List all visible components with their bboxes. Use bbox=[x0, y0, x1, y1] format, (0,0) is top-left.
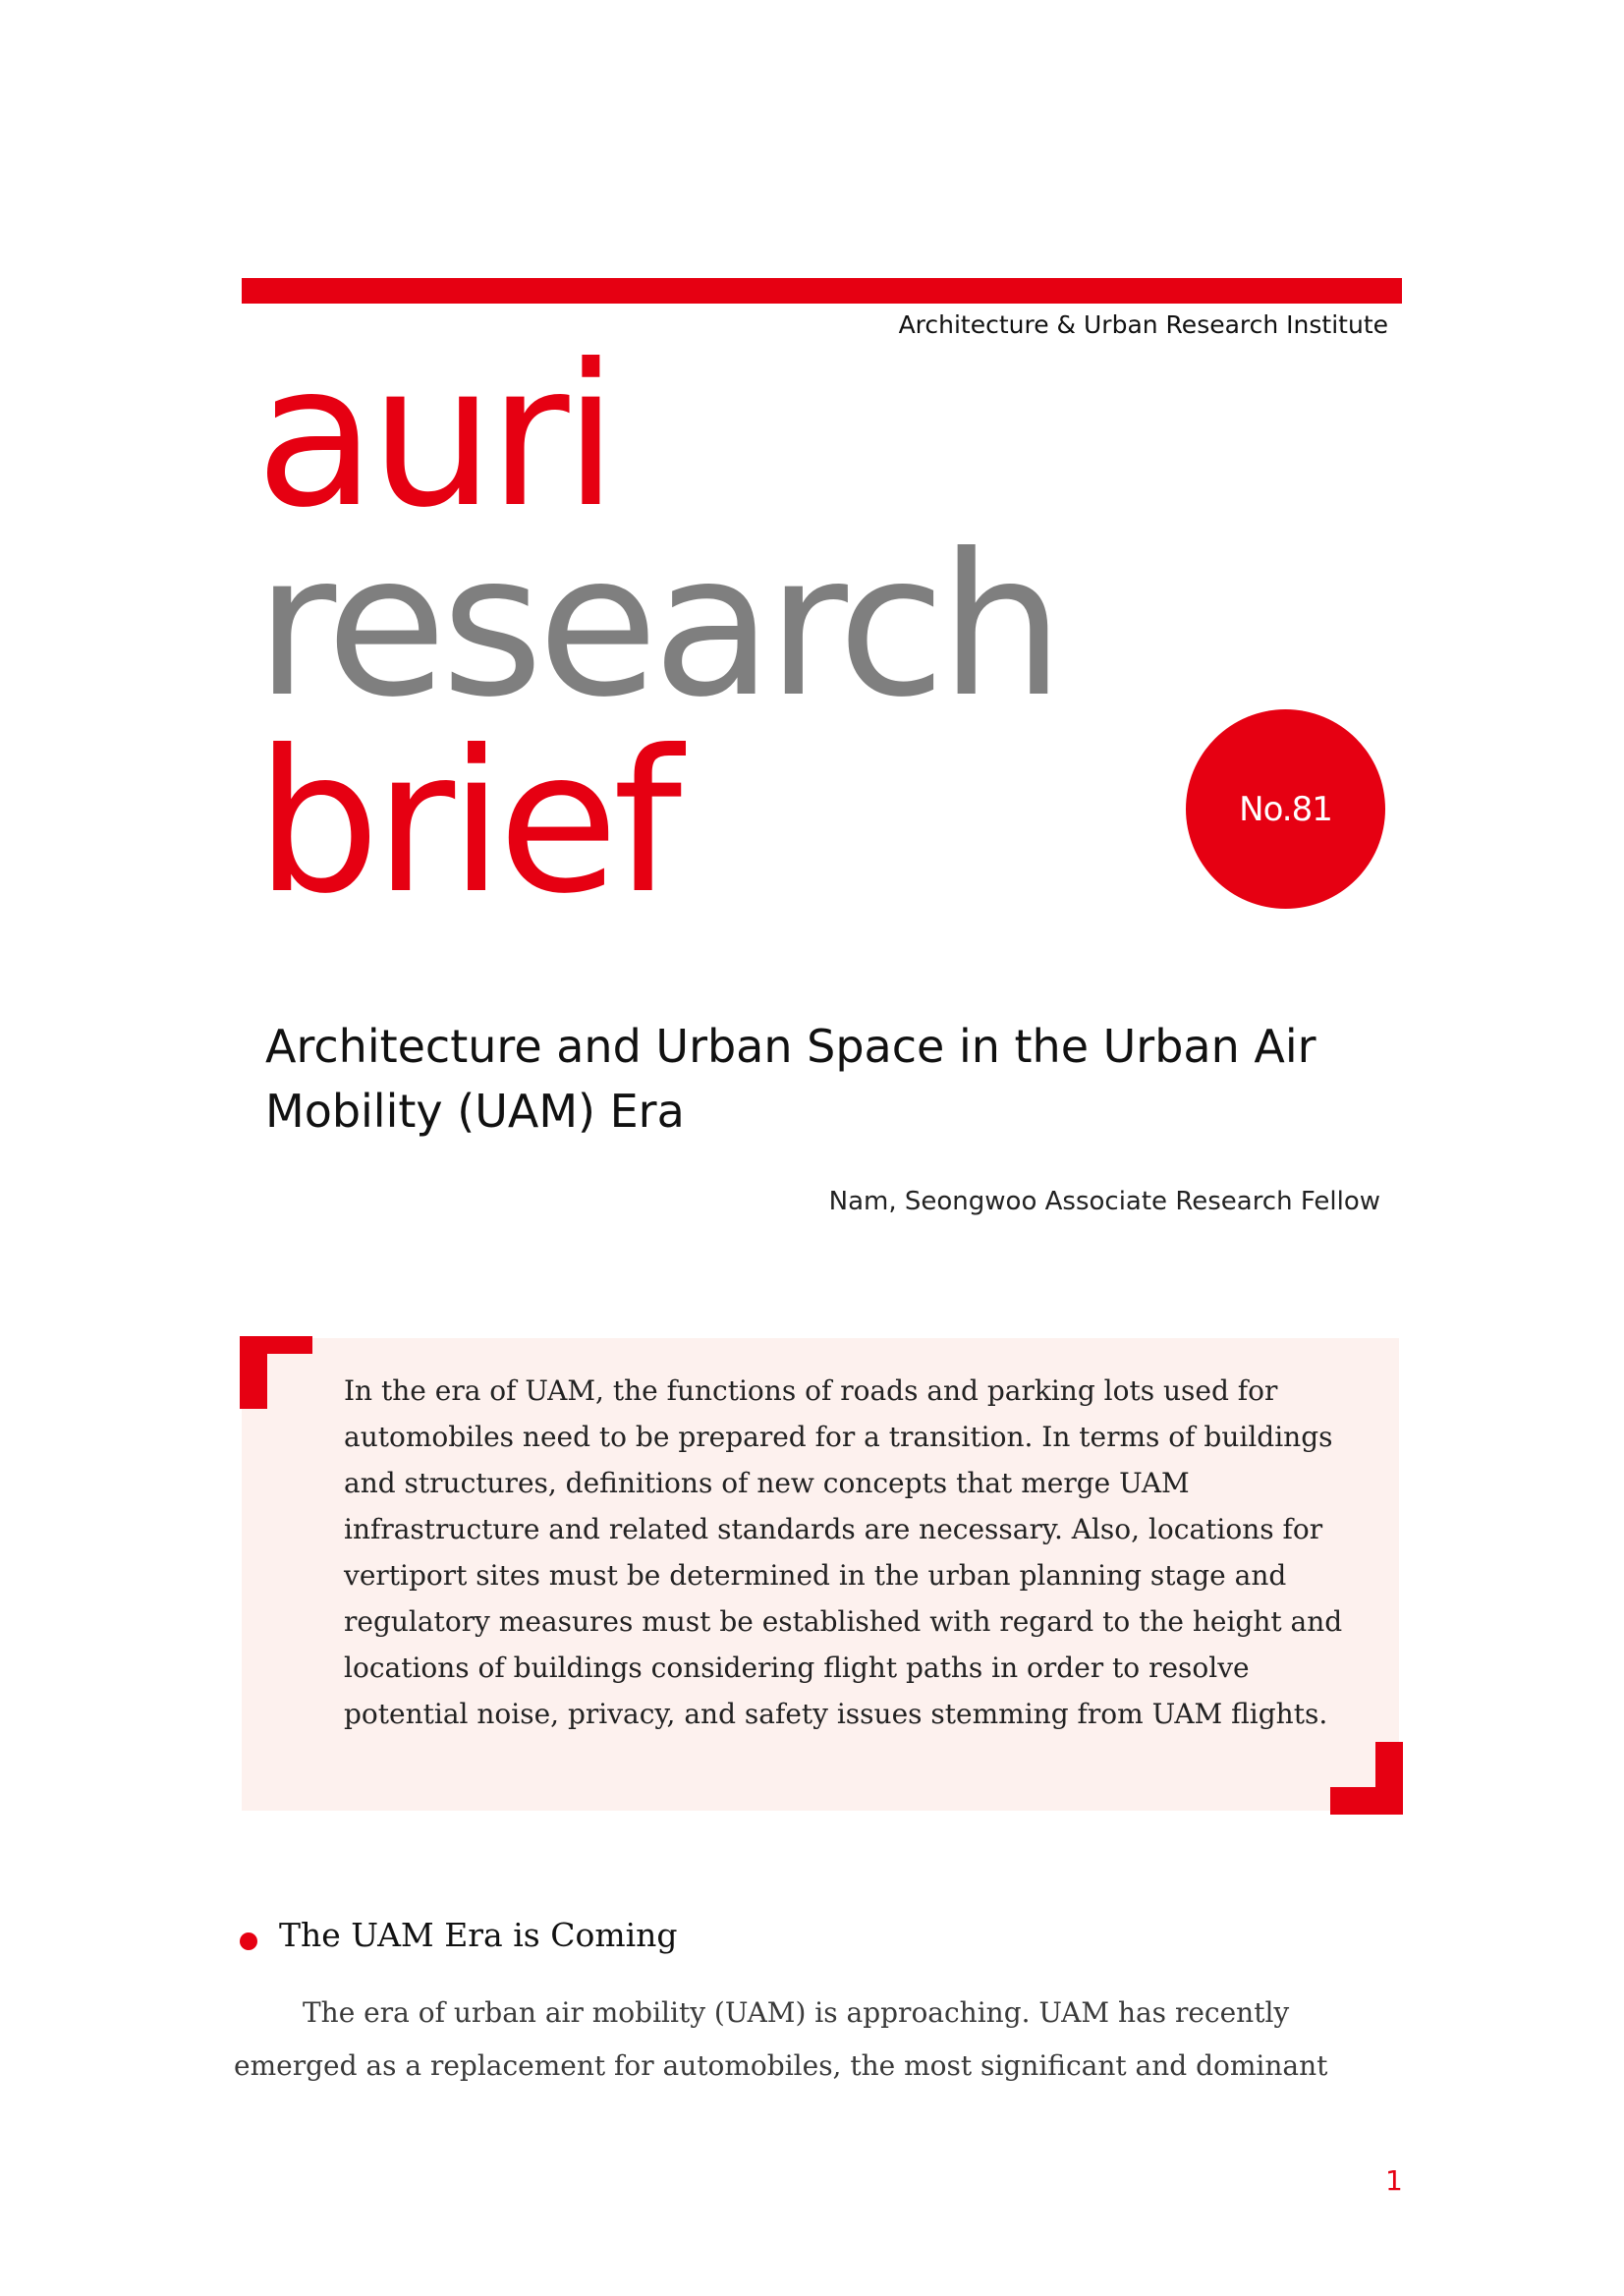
issue-number-badge bbox=[1186, 709, 1385, 909]
bullet-dot-icon bbox=[240, 1932, 257, 1950]
section-heading: The UAM Era is Coming bbox=[279, 1916, 678, 1954]
corner-bracket-bottom-right bbox=[1330, 1742, 1403, 1815]
author-line: Nam, Seongwoo Associate Research Fellow bbox=[828, 1187, 1380, 1216]
corner-bracket-top-left bbox=[240, 1336, 312, 1409]
logo-line-auri: auri bbox=[255, 322, 613, 551]
document-title: Architecture and Urban Space in the Urban Air Mobility (UAM) Era bbox=[265, 1020, 1316, 1138]
institute-name: Architecture & Urban Research Institute bbox=[898, 310, 1388, 339]
header-rule bbox=[242, 278, 1402, 304]
logo-line-brief: brief bbox=[255, 708, 677, 937]
summary-box bbox=[242, 1338, 1399, 1811]
issue-number-label: No.81 bbox=[1239, 789, 1332, 829]
logo-line-research: research bbox=[255, 512, 1059, 741]
page-number: 1 bbox=[1385, 2164, 1403, 2197]
summary-text: In the era of UAM, the functions of roads and parking lots used for automobiles need to be prepared for a transition. In terms of buildings and structures, definitions of new concepts that merge UAM infrastructure and related standards are necessary. Also, locations for vertiport sites must be determined in the urban planning stage and regulatory measures must be established with regard to the height and locations of buildings considering flight paths in order to resolve potential noise, privacy, and safety issues stemming from UAM flights. bbox=[344, 1374, 1343, 1730]
body-paragraph: The era of urban air mobility (UAM) is approaching. UAM has recently emerged as a replacement for automobiles, the most significant and dominant bbox=[234, 1996, 1328, 2082]
